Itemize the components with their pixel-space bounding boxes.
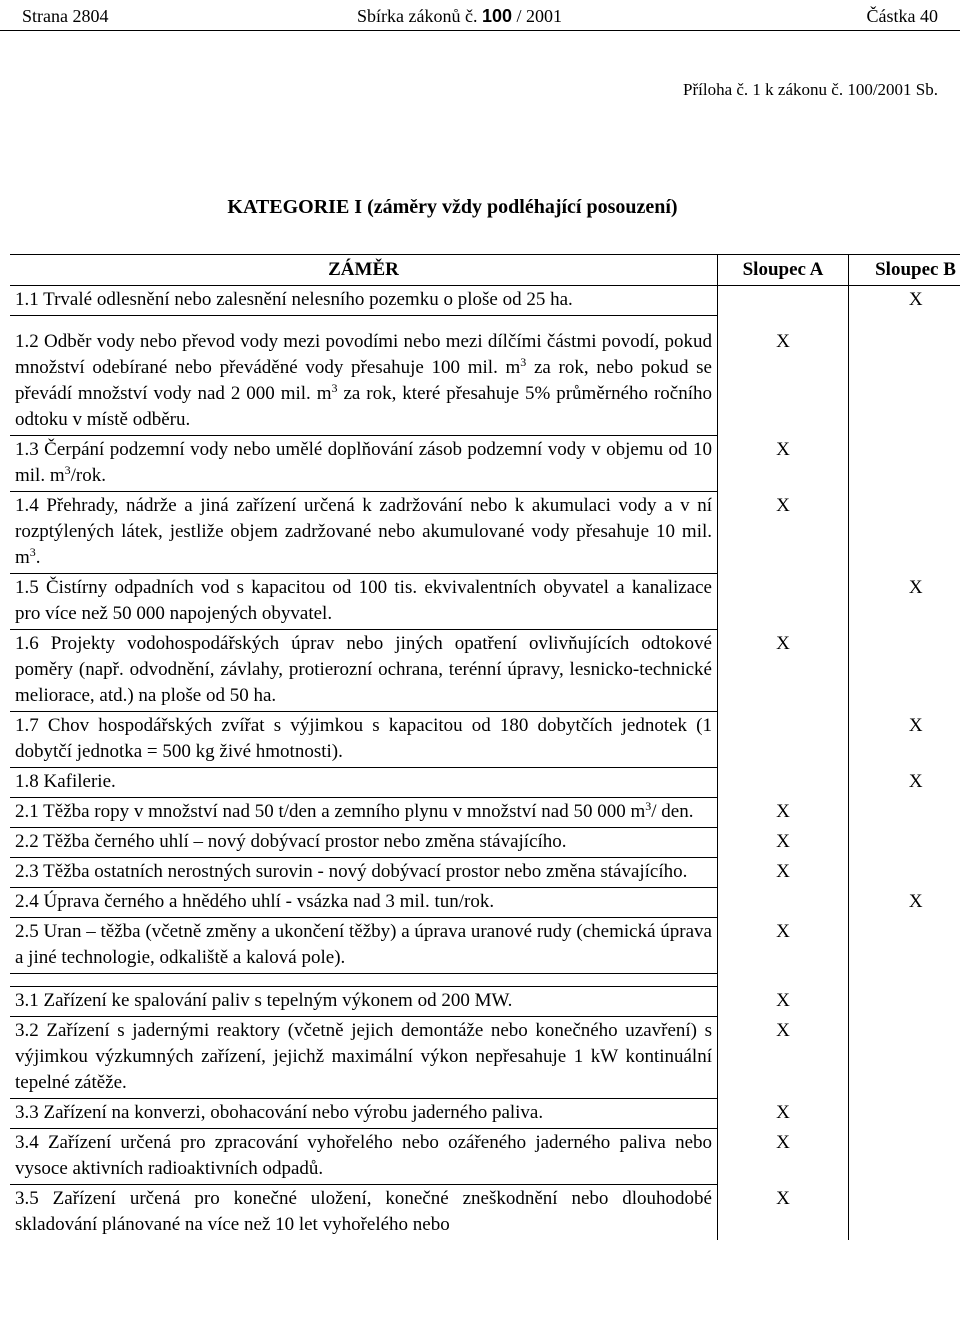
row-col-b [849, 1099, 960, 1129]
row-col-b: X [908, 890, 923, 912]
row-col-b [849, 436, 960, 492]
row-text: 3.4 Zařízení určená pro zpracování vyhořelého nebo ozářeného jaderného paliva nebo vysoce aktivních radioaktivních odpadů. [10, 1129, 718, 1185]
row-col-a: X [718, 630, 849, 712]
table-row [10, 798, 960, 828]
row-col-b: X [908, 576, 923, 598]
projects-table [10, 254, 960, 1240]
row-col-b: X [908, 714, 923, 736]
row-text: 2.4 Úprava černého a hnědého uhlí - vsázka nad 3 mil. tun/rok. [10, 888, 718, 918]
row-text: 3.1 Zařízení ke spalování paliv s tepelným výkonem od 200 MW. [10, 987, 718, 1017]
row-text: 1.6 Projekty vodohospodářských úprav nebo jiných opatření ovlivňujících odtokové poměry (např. odvodnění, závlahy, protierozní ochrana, terénní úpravy, lesnicko-technické meliorace, atd.) na ploše od 50 ha. [10, 630, 718, 712]
row-col-a: X [718, 918, 849, 974]
running-head [0, 0, 960, 30]
row-col-a: X [718, 328, 849, 436]
row-col-a: X [718, 828, 849, 858]
row-col-a: X [718, 1185, 849, 1241]
row-col-a [718, 712, 849, 768]
row-text: 2.3 Těžba ostatních nerostných surovin - nový dobývací prostor nebo změna stávajícího. [10, 858, 718, 888]
row-col-b: X [908, 289, 923, 310]
row-col-b [849, 1185, 960, 1241]
row-col-a: X [718, 858, 849, 888]
table-row [10, 768, 960, 798]
table-row [10, 712, 960, 768]
row-col-b: X [908, 770, 923, 792]
row-col-b [849, 1017, 960, 1099]
table-row [10, 828, 960, 858]
row-text: 2.1 Těžba ropy v množství nad 50 t/den a zemního plynu v množství nad 50 000 $m^3/$ den. [10, 798, 718, 828]
page-number: Strana 2804 [22, 6, 109, 26]
table-row [10, 630, 960, 712]
annex-label: Příloha č. 1 k zákonu č. 100/2001 Sb. [683, 80, 938, 99]
row-text: 3.5 Zařízení určená pro konečné uložení, konečné zneškodnění nebo dlouhodobé skladování plánované na více než 10 let vyhořelého nebo [10, 1185, 718, 1241]
row-text: 1.8 Kafilerie. [10, 768, 718, 798]
row-col-a: X [718, 1099, 849, 1129]
row-col-b [849, 858, 960, 888]
row-col-b [849, 918, 960, 974]
table-row [10, 328, 960, 436]
row-text: 2.2 Těžba černého uhlí – nový dobývací prostor nebo změna stávajícího. [10, 828, 718, 858]
table-row [10, 436, 960, 492]
row-col-b [849, 1129, 960, 1185]
row-col-b [849, 492, 960, 574]
row-col-a [718, 768, 849, 798]
table-row [10, 858, 960, 888]
row-col-a [718, 888, 849, 918]
row-text: 1.3 Čerpání podzemní vody nebo umělé doplňování zásob podzemní vody v objemu od 10 mil. $m^3$/rok. [10, 436, 718, 492]
table-header-row [10, 255, 960, 286]
row-col-b [849, 828, 960, 858]
collection-title: Sbírka zákonů č. 100 / 2001 [357, 6, 563, 26]
col-header-a: Sloupec A [718, 255, 849, 286]
table-row [10, 1129, 960, 1185]
table-row [10, 286, 960, 316]
row-col-b [849, 328, 960, 436]
table-row [10, 574, 960, 630]
row-col-a [718, 286, 849, 316]
table-row [10, 1099, 960, 1129]
table-row [10, 492, 960, 574]
row-text: 1.5 Čistírny odpadních vod s kapacitou od 100 tis. ekvivalentních obyvatel a kanalizace pro více než 50 000 napojených obyvatel. [10, 574, 718, 630]
row-col-b [849, 798, 960, 828]
row-col-b [849, 630, 960, 712]
row-col-a: X [718, 798, 849, 828]
category-title: KATEGORIE I (záměry vždy podléhající posouzení) [227, 196, 678, 218]
row-col-a [718, 574, 849, 630]
collection-number: 100 [481, 6, 513, 26]
row-text: 1.2 Odběr vody nebo převod vody mezi povodími nebo mezi dílčími částmi povodí, pokud množství odebírané nebo převáděné vody přesahuje 100 mil. $m^3$ za rok, nebo pokud se převádí množství vody nad 2 000 mil. $m^3$ za rok, které přesahuje 5% průměrného ročního odtoku v místě odběru. [10, 328, 718, 436]
row-text: 2.5 Uran – těžba (včetně změny a ukončení těžby) a úprava uranové rudy (chemická úprava a jiné technologie, odkaliště a kalová pole). [10, 918, 718, 974]
row-text: 1.7 Chov hospodářských zvířat s výjimkou s kapacitou od 180 dobytčích jednotek (1 dobytčí jednotka = 500 kg živé hmotnosti). [10, 712, 718, 768]
row-text: 3.3 Zařízení na konverzi, obohacování nebo výrobu jaderného paliva. [10, 1099, 718, 1129]
row-col-b [849, 987, 960, 1017]
row-text: 1.4 Přehrady, nádrže a jiná zařízení určená k zadržování nebo k akumulaci vody a v ní rozptýlených látek, jestliže objem zadržované nebo akumulované vody přesahuje 10 mil. $m^3$. [10, 492, 718, 574]
table-row [10, 987, 960, 1017]
table-row [10, 1017, 960, 1099]
row-col-a: X [718, 1129, 849, 1185]
table-row [10, 1185, 960, 1241]
row-col-a: X [718, 492, 849, 574]
row-col-a: X [718, 1017, 849, 1099]
col-header-b: Sloupec B [849, 255, 960, 286]
table-row [10, 918, 960, 974]
header-rule [0, 30, 960, 31]
row-col-a: X [718, 436, 849, 492]
part-number: Částka 40 [866, 6, 938, 26]
row-text: 3.2 Zařízení s jadernými reaktory (včetně jejich demontáže nebo konečného uzavření) s výjimkou výzkumných zařízení, jejichž maximální výkon nepřesahuje 1 kW kontinuální tepelné zátěže. [10, 1017, 718, 1099]
row-text: 1.1 Trvalé odlesnění nebo zalesnění nelesního pozemku o ploše od 25 ha. [10, 286, 718, 316]
row-col-a: X [718, 987, 849, 1017]
table-row [10, 888, 960, 918]
col-header-zamer: ZÁMĚR [10, 255, 718, 286]
